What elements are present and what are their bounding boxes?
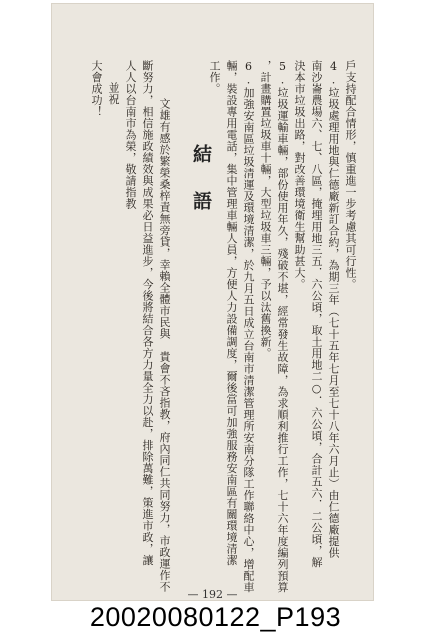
text-column: 文雄有感於繁榮桑梓責無旁貸，幸賴全體市民與 貴會不吝指教，府內同仁共同努力，市政運作不	[158, 98, 171, 593]
section-heading: 結語	[190, 144, 212, 238]
text-column: 大會成功！	[90, 60, 103, 118]
text-column: ，計畫購置垃圾車十輛，大型垃圾車三輛，予以汰舊換新。	[259, 60, 272, 359]
text-column: 人人以台南市為榮，敬請指教	[124, 60, 137, 210]
text-column: 南沙崙農場六、七、八區，掩埋用地三五．六公頃，取土用地二○．六公頃，合計五六．二公頃，解	[310, 60, 323, 568]
text-column: 工作。	[208, 60, 221, 95]
text-column: 4.垃圾處理用地與仁德廠新訂合約，為期三年（七十五年七月至七十八年六月止）由仁德廠提供	[327, 60, 340, 559]
text-column: 輛，裝設專用電話，集中管理車輛人員，方便人力設備調度，爾後當可加強服務安南區有關環境清潔	[225, 60, 238, 566]
text-column: 斷努力，相信施政績效與成果必日益進步，今後將結合各方力量全力以赴，排除萬難，策進市政，讓	[141, 60, 154, 566]
text-column: 6.加強安南區垃圾清運及環境清潔，於九月五日成立台南市清潔管理所安南分隊工作聯絡中心，增配車	[242, 60, 255, 593]
text-column: 並祝	[107, 82, 120, 105]
page-number: — 192 —	[187, 588, 238, 601]
text-column: 5.垃圾運輸車輛，部份使用年久，殘破不堪，經常發生故障，為求順利推行工作，七十六年度編列預算	[276, 60, 289, 593]
text-column: 戶支持配合情形，慎重進一步考慮其可行性。	[344, 60, 357, 290]
document-page	[52, 4, 373, 600]
image-id-caption: 20020080122_P193	[89, 602, 342, 632]
text-column: 決本市垃圾出路，對改善環境衛生幫助甚大。	[293, 60, 306, 290]
